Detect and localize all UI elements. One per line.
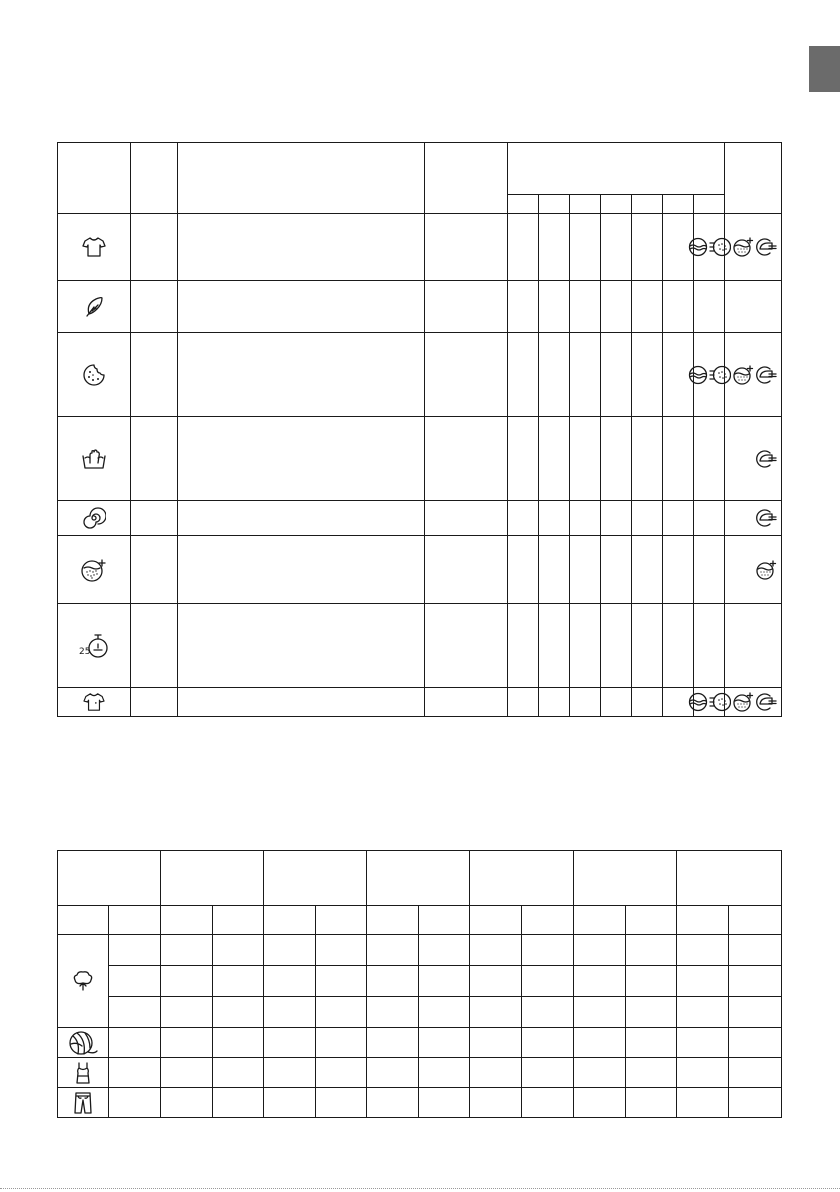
table-cell xyxy=(178,333,425,417)
table-cell xyxy=(570,604,601,688)
options-cell xyxy=(725,688,782,717)
table-cell xyxy=(109,997,161,1028)
table-cell xyxy=(131,281,178,333)
header-sub xyxy=(694,195,725,214)
table-cell xyxy=(178,417,425,501)
table-cell xyxy=(419,997,470,1028)
header-description xyxy=(178,143,425,214)
table-cell xyxy=(367,966,419,997)
table-cell xyxy=(570,536,601,604)
easy-iron-icon xyxy=(755,237,777,257)
table-cell xyxy=(131,536,178,604)
header-program xyxy=(58,143,131,214)
sub-header-cell xyxy=(470,906,522,935)
table-cell xyxy=(729,966,782,997)
table-cell xyxy=(632,281,663,333)
table-cell xyxy=(729,1088,782,1118)
table-cell xyxy=(626,1058,677,1088)
table-cell xyxy=(425,536,508,604)
fabric-icon-cell xyxy=(58,935,109,1028)
table-row xyxy=(58,417,782,501)
table-cell xyxy=(213,935,264,966)
table-cell xyxy=(677,935,729,966)
fabric-icon-cell xyxy=(58,1028,109,1058)
table-cell xyxy=(677,1028,729,1058)
extra-water-icon xyxy=(732,365,754,385)
table-row xyxy=(58,333,782,417)
table-cell xyxy=(539,604,570,688)
cotton-shirt-icon xyxy=(58,236,130,258)
table-cell xyxy=(570,417,601,501)
hand-wash-tub-icon xyxy=(58,448,130,470)
table-cell xyxy=(470,1088,522,1118)
table-cell xyxy=(601,536,632,604)
table-cell xyxy=(367,1058,419,1088)
wool-ball-icon xyxy=(58,1030,108,1056)
table-cell xyxy=(425,417,508,501)
table-cell xyxy=(508,536,539,604)
sub-header-cell xyxy=(264,906,316,935)
sub-header-cell xyxy=(213,906,264,935)
table-cell xyxy=(677,1088,729,1118)
sub-header-cell xyxy=(574,906,626,935)
program-icon-cell xyxy=(58,333,131,417)
table-cell xyxy=(419,1028,470,1058)
table-cell xyxy=(161,1058,213,1088)
program-icon-cell xyxy=(58,688,131,717)
shirt-small-icon xyxy=(58,692,130,712)
table-cell xyxy=(632,688,663,717)
table-cell xyxy=(601,281,632,333)
table-cell xyxy=(213,1058,264,1088)
table-cell xyxy=(178,536,425,604)
table-cell xyxy=(626,935,677,966)
sub-header-cell xyxy=(677,906,729,935)
table-cell xyxy=(539,536,570,604)
table-cell xyxy=(508,417,539,501)
header-load xyxy=(425,143,508,214)
group-header-cell xyxy=(677,851,782,906)
table-cell xyxy=(316,935,367,966)
table-cell xyxy=(729,935,782,966)
group-header-cell xyxy=(574,851,677,906)
table-cell xyxy=(425,501,508,536)
options-cell xyxy=(725,214,782,281)
header-detergent-group xyxy=(508,143,725,195)
fabric-icon-cell xyxy=(58,1088,109,1118)
table-cell xyxy=(522,935,574,966)
easy-iron-icon xyxy=(755,692,777,712)
table-cell xyxy=(522,1058,574,1088)
table-cell xyxy=(694,604,725,688)
sub-header-cell xyxy=(316,906,367,935)
program-icon-cell xyxy=(58,214,131,281)
options-cell xyxy=(725,333,782,417)
table-row xyxy=(58,851,782,906)
group-header-cell xyxy=(58,851,161,906)
table-row xyxy=(58,604,782,688)
table-cell xyxy=(663,604,694,688)
sub-header-cell xyxy=(522,906,574,935)
table-cell xyxy=(522,966,574,997)
table-cell xyxy=(677,997,729,1028)
table-cell xyxy=(316,1088,367,1118)
table-cell xyxy=(178,501,425,536)
table-cell xyxy=(470,935,522,966)
table-cell xyxy=(729,1028,782,1058)
table-cell xyxy=(419,966,470,997)
options-cell xyxy=(725,604,782,688)
table-cell xyxy=(539,501,570,536)
table-cell xyxy=(131,688,178,717)
easy-iron-icon xyxy=(755,508,777,528)
header-sub xyxy=(539,195,570,214)
table-cell xyxy=(425,214,508,281)
table-cell xyxy=(574,966,626,997)
table-cell xyxy=(601,501,632,536)
program-table xyxy=(57,142,782,717)
table-cell xyxy=(601,333,632,417)
table-cell xyxy=(425,281,508,333)
table-row xyxy=(58,501,782,536)
table-row xyxy=(58,536,782,604)
table-cell xyxy=(470,1058,522,1088)
table-cell xyxy=(508,333,539,417)
table-cell xyxy=(131,214,178,281)
prewash-icon xyxy=(709,237,731,257)
sub-header-cell xyxy=(729,906,782,935)
table-row xyxy=(58,935,782,966)
table-cell xyxy=(626,1028,677,1058)
table-cell xyxy=(508,604,539,688)
table-cell xyxy=(574,997,626,1028)
table-cell xyxy=(213,1088,264,1118)
easy-iron-icon xyxy=(755,365,777,385)
table-cell xyxy=(508,214,539,281)
table-cell xyxy=(601,604,632,688)
table-cell xyxy=(663,501,694,536)
group-header-cell xyxy=(367,851,470,906)
sub-header-cell xyxy=(419,906,470,935)
language-tab xyxy=(809,46,840,92)
sub-header-cell xyxy=(626,906,677,935)
table-cell xyxy=(539,333,570,417)
group-header-cell xyxy=(161,851,264,906)
group-header-cell xyxy=(264,851,367,906)
table-cell xyxy=(677,966,729,997)
header-temperature xyxy=(131,143,178,214)
table-cell xyxy=(694,281,725,333)
table-cell xyxy=(626,997,677,1028)
table-cell xyxy=(570,281,601,333)
table-cell xyxy=(109,935,161,966)
cotton-plant-icon xyxy=(58,970,108,992)
table-row xyxy=(58,1028,782,1058)
table-cell xyxy=(570,214,601,281)
table-cell xyxy=(570,688,601,717)
table-cell xyxy=(663,281,694,333)
sub-header-cell xyxy=(109,906,161,935)
group-header-cell xyxy=(470,851,574,906)
table-cell xyxy=(570,501,601,536)
program-icon-cell xyxy=(58,501,131,536)
table-cell xyxy=(178,214,425,281)
program-icon-cell xyxy=(58,417,131,501)
table-cell xyxy=(632,417,663,501)
table-cell xyxy=(316,966,367,997)
sub-header-cell xyxy=(58,906,109,935)
table-cell xyxy=(419,1088,470,1118)
table-cell xyxy=(470,966,522,997)
table-cell xyxy=(316,1058,367,1088)
extra-water-drum-icon xyxy=(58,557,130,583)
table-cell xyxy=(161,1088,213,1118)
table-cell xyxy=(425,333,508,417)
table-cell xyxy=(574,1088,626,1118)
svg-text:25: 25 xyxy=(79,646,91,657)
table-row xyxy=(58,1088,782,1118)
table-cell xyxy=(264,1058,316,1088)
table-cell xyxy=(425,604,508,688)
feather-icon xyxy=(58,296,130,318)
table-cell xyxy=(574,935,626,966)
table-row xyxy=(58,688,782,717)
table-cell xyxy=(213,966,264,997)
table-cell xyxy=(131,604,178,688)
options-cell xyxy=(725,417,782,501)
spiral-spin-icon xyxy=(58,506,130,530)
table-cell xyxy=(367,1088,419,1118)
table-cell xyxy=(109,1058,161,1088)
table-cell xyxy=(539,417,570,501)
table-cell xyxy=(264,966,316,997)
table-cell xyxy=(161,935,213,966)
table-cell xyxy=(316,1028,367,1058)
rinse-plus-icon xyxy=(688,692,708,712)
table-cell xyxy=(574,1058,626,1088)
table-cell xyxy=(109,1088,161,1118)
table-cell xyxy=(729,1058,782,1088)
table-cell xyxy=(522,1028,574,1058)
table-cell xyxy=(632,604,663,688)
prewash-icon xyxy=(709,692,731,712)
table-cell xyxy=(178,688,425,717)
extra-water-icon xyxy=(755,560,777,580)
table-cell xyxy=(161,997,213,1028)
table-row xyxy=(58,966,782,997)
table-cell xyxy=(694,417,725,501)
sub-header-cell xyxy=(161,906,213,935)
table-cell xyxy=(213,997,264,1028)
extra-water-icon xyxy=(732,237,754,257)
table-cell xyxy=(626,1088,677,1118)
table-cell xyxy=(213,1028,264,1058)
table-cell xyxy=(539,281,570,333)
options-cell xyxy=(725,281,782,333)
program-icon-cell xyxy=(58,536,131,604)
table-cell xyxy=(131,501,178,536)
table-cell xyxy=(264,1088,316,1118)
table-cell xyxy=(109,966,161,997)
table-cell xyxy=(178,281,425,333)
table-cell xyxy=(508,501,539,536)
table-cell xyxy=(264,997,316,1028)
table-cell xyxy=(470,997,522,1028)
table-cell xyxy=(632,536,663,604)
table-cell xyxy=(626,966,677,997)
table-cell xyxy=(601,417,632,501)
table-cell xyxy=(419,1058,470,1088)
fabric-icon-cell xyxy=(58,1058,109,1088)
page-bottom-rule xyxy=(0,1188,840,1189)
table-cell xyxy=(109,1028,161,1058)
table-cell xyxy=(539,214,570,281)
table-cell xyxy=(161,1028,213,1058)
table-cell xyxy=(694,536,725,604)
easy-iron-icon xyxy=(755,449,777,469)
table-cell xyxy=(522,997,574,1028)
program-icon-cell xyxy=(58,281,131,333)
header-sub xyxy=(601,195,632,214)
options-cell xyxy=(725,501,782,536)
program-icon-cell xyxy=(58,604,131,688)
header-sub xyxy=(570,195,601,214)
table-cell xyxy=(508,688,539,717)
table-cell xyxy=(131,333,178,417)
table-row xyxy=(58,1058,782,1088)
stain-cookie-icon xyxy=(58,363,130,387)
table-row xyxy=(58,997,782,1028)
table-cell xyxy=(316,997,367,1028)
prewash-icon xyxy=(709,365,731,385)
table-cell xyxy=(264,935,316,966)
table-cell xyxy=(264,1028,316,1058)
table-cell xyxy=(574,1028,626,1058)
table-cell xyxy=(161,966,213,997)
table-cell xyxy=(601,214,632,281)
table-cell xyxy=(367,935,419,966)
table-cell xyxy=(677,1058,729,1088)
table-row xyxy=(58,214,782,281)
table-cell xyxy=(367,1028,419,1058)
header-options xyxy=(725,143,782,214)
table-cell xyxy=(601,688,632,717)
jeans-icon xyxy=(58,1091,108,1115)
table-cell xyxy=(663,417,694,501)
rinse-plus-icon xyxy=(688,365,708,385)
table-row xyxy=(58,906,782,935)
quick-25-timer-icon xyxy=(58,632,130,660)
table-cell xyxy=(508,281,539,333)
extra-water-icon xyxy=(732,692,754,712)
table-cell xyxy=(632,214,663,281)
header-sub xyxy=(663,195,694,214)
sub-header-cell xyxy=(367,906,419,935)
table-cell xyxy=(178,604,425,688)
table-cell xyxy=(419,935,470,966)
table-cell xyxy=(663,536,694,604)
synthetic-top-icon xyxy=(58,1061,108,1085)
table-cell xyxy=(522,1088,574,1118)
consumption-table xyxy=(57,850,782,1118)
table-cell xyxy=(570,333,601,417)
table-cell xyxy=(539,688,570,717)
rinse-plus-icon xyxy=(688,237,708,257)
table-cell xyxy=(470,1028,522,1058)
table-cell xyxy=(694,501,725,536)
table-cell xyxy=(632,501,663,536)
table-row xyxy=(58,281,782,333)
header-sub xyxy=(632,195,663,214)
options-cell xyxy=(725,536,782,604)
table-cell xyxy=(367,997,419,1028)
header-sub xyxy=(508,195,539,214)
table-cell xyxy=(425,688,508,717)
table-cell xyxy=(729,997,782,1028)
table-cell xyxy=(632,333,663,417)
table-cell xyxy=(131,417,178,501)
